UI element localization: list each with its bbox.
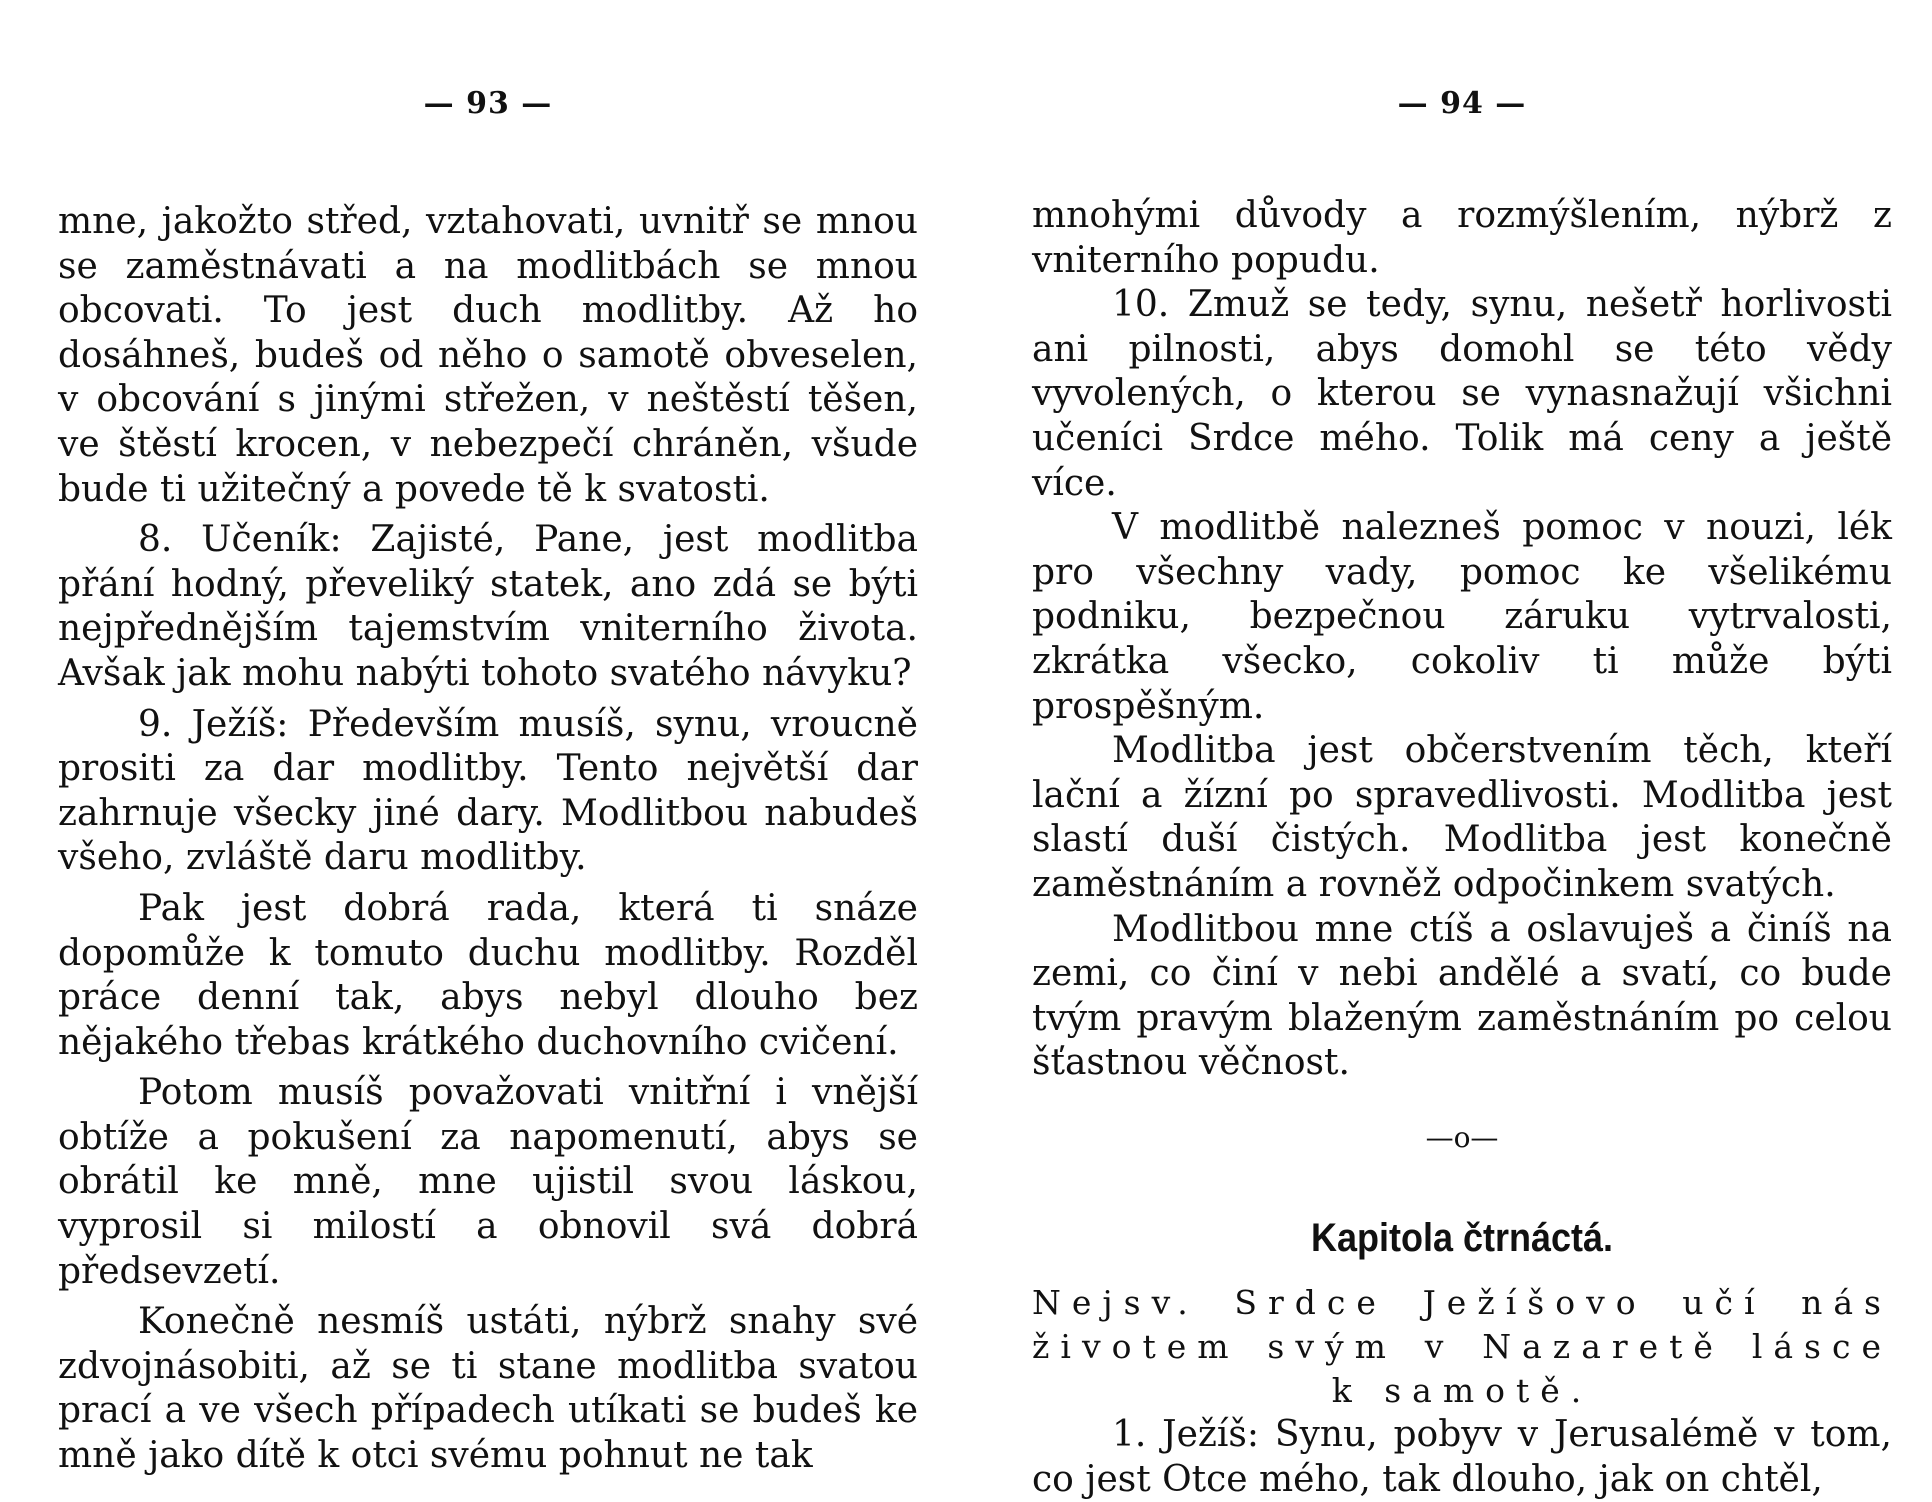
paragraph: 8. Učeník: Zajisté, Pane, jest modlitba přání hodný, převeliký statek, ano zdá se býti nejpřednějším tajemstvím vniterního života. Avšak jak mohu nabýti tohoto svatého návyku? <box>58 519 918 694</box>
page-body <box>1032 194 1892 1502</box>
paragraph: Potom musíš považovati vnitřní i vnější obtíže a pokušení za napomenutí, abys se obrátil ke mně, mne ujistil svou láskou, vyprosil si milostí a obnovil svá dobrá předsevzetí. <box>58 1072 918 1292</box>
paragraph: 10. Zmuž se tedy, synu, nešetř horlivosti ani pilnosti, abys domohl se této vědy vyvolených, o kterou se vynasnažují všichni učeníci Srdce mého. Tolik má ceny a ještě více. <box>1032 284 1892 504</box>
chapter-subtitle: Nejsv. Srdce Ježíšovo učí nás životem svým v Nazaretě lásce k samotě. <box>1032 1283 1892 1411</box>
paragraph: Modlitba jest občerstvením těch, kteří lační a žízní po spravedlivosti. Modlitba jest slastí duší čistých. Modlitba jest konečně zaměstnáním a rovněž odpočinkem svatých. <box>1032 730 1892 905</box>
paragraph: Konečně nesmíš ustáti, nýbrž snahy své zdvojnásobiti, až se ti stane modlitba svatou prací a ve všech případech utíkati se budeš ke mně jako dítě k otci svému pohnut ne tak <box>58 1301 918 1477</box>
paragraph: mnohými důvody a rozmýšlením, nýbrž z vniterního popudu. <box>1032 195 1892 281</box>
left-page <box>58 0 918 1500</box>
paragraph: mne, jakožto střed, vztahovati, uvnitř se mnou se zaměstnávati a na modlitbách se mnou obcovati. To jest duch modlitby. Až ho dosáhneš, budeš od něho o samotě obveselen, v obcování s jinými střežen, v neštěstí těšen, ve štěstí krocen, v nebezpečí chráněn, všude bude ti užitečný a povede tě k svatosti. <box>58 201 918 510</box>
section-separator: —o— <box>1425 1120 1499 1154</box>
page-body <box>58 200 918 1479</box>
chapter-title: Kapitola čtrnáctá. <box>1310 1216 1614 1261</box>
page-number: — 93 — <box>423 86 553 121</box>
paragraph: V modlitbě nalezneš pomoc v nouzi, lék pro všechny vady, pomoc ke všelikému podniku, bezpečnou záruku vytrvalosti, zkrátka všecko, cokoliv ti může býti prospěšným. <box>1032 507 1892 727</box>
paragraph: Modlitbou mne ctíš a oslavuješ a činíš na zemi, co činí v nebi andělé a svatí, co bude tvým pravým blaženým zaměstnáním po celou šťastnou věčnost. <box>1032 908 1892 1084</box>
page-number: — 94 — <box>1397 86 1527 121</box>
right-page <box>1032 0 1892 1500</box>
paragraph: 9. Ježíš: Především musíš, synu, vroucně prositi za dar modlitby. Tento největší dar zahrnuje všecky jiné dary. Modlitbou nabudeš všeho, zvláště daru modlitby. <box>58 703 918 879</box>
paragraph: 1. Ježíš: Synu, pobyv v Jerusalémě v tom, co jest Otce mého, tak dlouho, jak on chtěl, <box>1032 1414 1892 1500</box>
paragraph: Pak jest dobrá rada, která ti snáze dopomůže k tomuto duchu modlitby. Rozděl práce denní tak, abys nebyl dlouho bez nějakého třebas krátkého duchovního cvičení. <box>58 887 918 1063</box>
